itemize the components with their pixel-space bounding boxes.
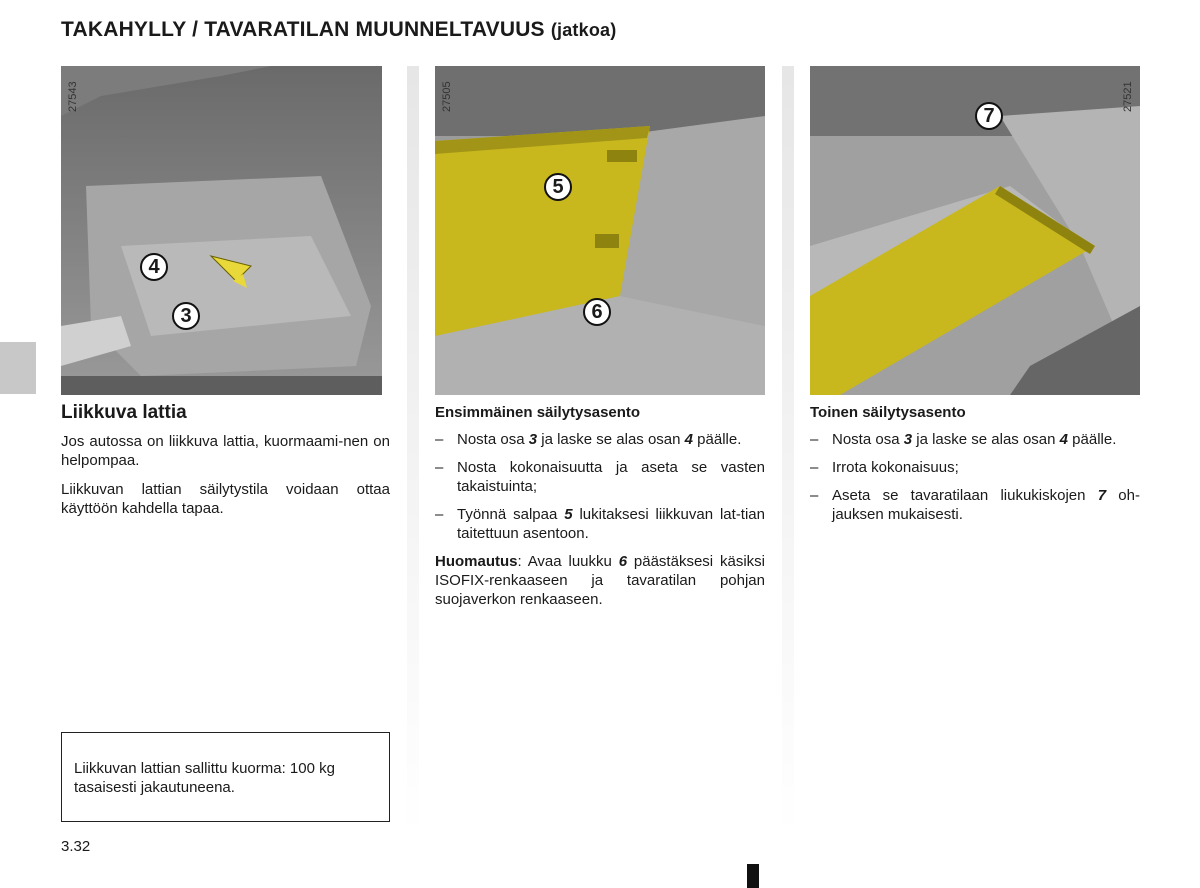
intro-paragraph: Jos autossa on liikkuva lattia, kuormaami-nen on helpompaa. xyxy=(61,433,390,469)
list-item: – Irrota kokonaisuus; xyxy=(810,458,1140,477)
page-edge-mark xyxy=(747,864,759,888)
page-title-main: TAKAHYLLY / TAVARATILAN MUUNNELTAVUUS xyxy=(61,18,545,41)
list-item: – Nosta osa 3 ja laske se alas osan 4 päälle. xyxy=(810,430,1140,449)
column-divider xyxy=(407,66,419,836)
first-position-heading: Ensimmäinen säilytysasento xyxy=(435,404,641,421)
list-item: – Aseta se tavaratilaan liukukiskojen 7 oh-jauksen mukaisesti. xyxy=(810,486,1140,524)
left-column xyxy=(61,403,390,528)
list-item: – Nosta kokonaisuutta ja aseta se vasten takaistuinta; xyxy=(435,458,765,496)
chapter-tab xyxy=(0,342,36,394)
car-boot-illustration xyxy=(61,66,382,395)
page-number: 3.32 xyxy=(61,838,91,855)
first-position-steps xyxy=(435,430,765,543)
callout-7: 7 xyxy=(975,102,1003,130)
page-title-continued: (jatkoa) xyxy=(550,20,617,40)
list-item: – Nosta osa 3 ja laske se alas osan 4 päälle. xyxy=(435,430,765,449)
figure-movable-floor xyxy=(61,66,382,395)
figure-first-storage-position xyxy=(435,66,765,395)
figure-ref-number: 27521 xyxy=(1122,81,1134,112)
middle-column xyxy=(435,403,765,619)
section-heading: Liikkuva lattia xyxy=(61,402,187,423)
callout-4: 4 xyxy=(140,253,168,281)
second-position-heading: Toinen säilytysasento xyxy=(810,404,966,421)
right-column xyxy=(810,403,1140,533)
figure-ref-number: 27543 xyxy=(67,81,79,112)
page-title xyxy=(61,18,616,42)
column-divider xyxy=(782,66,794,836)
storage-paragraph: Liikkuvan lattian säilytystila voidaan ottaa käyttöön kahdella tapaa. xyxy=(61,481,390,517)
second-position-steps xyxy=(810,430,1140,524)
folded-floor-illustration xyxy=(435,66,765,395)
callout-5: 5 xyxy=(544,173,572,201)
list-item: – Työnnä salpaa 5 lukitaksesi liikkuvan lat-tian taitettuun asentoon. xyxy=(435,505,765,543)
load-limit-text: Liikkuvan lattian sallittu kuorma: 100 kg tasaisesti jakautuneena. xyxy=(74,760,335,796)
callout-6: 6 xyxy=(583,298,611,326)
load-limit-box xyxy=(61,732,390,822)
callout-3: 3 xyxy=(172,302,200,330)
figure-ref-number: 27505 xyxy=(441,81,453,112)
note-paragraph: Huomautus: Avaa luukku 6 päästäksesi käsiksi ISOFIX-renkaaseen ja tavaratilan pohjan suojaverkon renkaaseen. xyxy=(435,553,765,608)
